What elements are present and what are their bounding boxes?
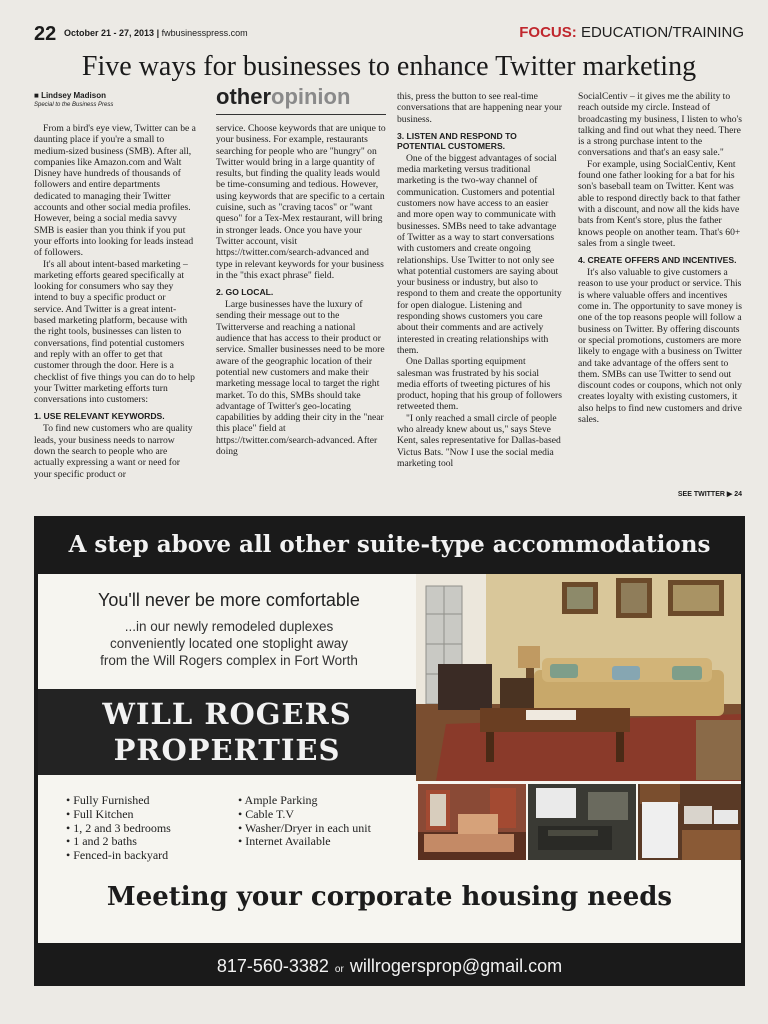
byline-marker: ■ bbox=[34, 91, 42, 100]
ad-subtext-line: conveniently located one stoplight away bbox=[110, 636, 348, 651]
bedroom-illustration bbox=[418, 784, 526, 860]
paragraph: From a bird's eye view, Twitter can be a daunting place if you're a small to medium-sized business (SMB). After all, companies like Amazon.com and Walt Disney have hundreds of thousands of followers and entire departments dedicated to managing their Twitter accounts and other social media profiles. However, being a social media savvy SMB is easier than you think if you put your efforts into looking for leads instead of followers. bbox=[34, 123, 196, 259]
page-number: 22 bbox=[34, 23, 57, 45]
column-label bbox=[216, 84, 386, 115]
kitchen-illustration bbox=[638, 784, 741, 860]
byline-role: Special to the Business Press bbox=[34, 102, 114, 108]
page-header bbox=[34, 22, 744, 46]
amenity-item: • Full Kitchen bbox=[66, 808, 226, 822]
ad-subtext-line: from the Will Rogers complex in Fort Worth bbox=[100, 653, 358, 668]
amenity-item: • Internet Available bbox=[238, 835, 416, 849]
paragraph: this, press the button to see real-time conversations that are happening near your business. bbox=[397, 91, 562, 125]
section-label: FOCUS: bbox=[519, 24, 577, 41]
amenity-item: • Fenced-in backyard bbox=[66, 849, 226, 863]
brand-line: WILL ROGERS bbox=[102, 697, 352, 731]
ad-panel bbox=[38, 574, 741, 943]
subheading: 4. CREATE OFFERS AND INCENTIVES. bbox=[578, 255, 737, 266]
issue-date-text: October 21 - 27, 2013 bbox=[64, 28, 155, 38]
paragraph: SocialCentiv – it gives me the ability to reach outside my circle. Instead of broadcasting my business, I listen to who's talking and find out what they need. There is a strong purchase intent to the conversations and that's an easy sale." bbox=[578, 91, 743, 159]
ad-subtext-line: ...in our newly remodeled duplexes bbox=[124, 619, 334, 634]
amenities-list-left bbox=[66, 794, 226, 863]
living-room-illustration bbox=[416, 574, 741, 781]
ad-headline: A step above all other suite-type accommodations bbox=[68, 531, 711, 558]
paragraph: One of the biggest advantages of social media marketing versus traditional marketing is the two-way channel of communication. Customers and potential customers now have access to an easier and more open way to communicate with businesses. SMBs need to take advantage of Twitter as a way to start conversations with customers and create ongoing relationships. Use Twitter to not only see what potential customers are saying about your business or industry, but also to respond to them and create the opportunity for open dialogue. Listening and responding shows customers you care about their comments and are actively interested in creating relationships with them. bbox=[397, 152, 562, 356]
paragraph: It's all about intent-based marketing – marketing efforts geared specifically at looking for consumers who say they intend to buy a specific product or service. And Twitter is a great intent-based marketing platform, because with the right tools, businesses can listen to conversations, find potential customers and reply with an offer to get that customer through the door. Here is a checklist of five things you can do to help your Twitter marketing efforts turn conversations into customers: bbox=[34, 258, 195, 406]
amenity-item: • Fully Furnished bbox=[66, 794, 226, 808]
paragraph: It's also valuable to give customers a reason to use your product or service. This is where valuable offers and incentives come in. The opportunity to save money is one of the top reasons people will follow a business on Twitter. By offering discounts or special promotions, customers are more likely to engage with a business on Twitter and take advantage of the offers sent to them. SMBs can use Twitter to send out discount codes or coupons, which not only creates loyalty with existing customers, it also helps to find new customers and drive sales. bbox=[578, 267, 743, 426]
ad-email[interactable]: willrogersprop@gmail.com bbox=[349, 956, 563, 976]
bedroom-photo bbox=[418, 784, 526, 860]
header-separator: | bbox=[156, 28, 160, 38]
amenity-item: • Washer/Dryer in each unit bbox=[238, 822, 416, 836]
byline bbox=[34, 91, 196, 101]
ad-or: or bbox=[334, 964, 344, 975]
ad-tagline: Meeting your corporate housing needs bbox=[106, 882, 673, 912]
amenity-item: • Cable T.V bbox=[238, 808, 416, 822]
article-column-1 bbox=[34, 91, 196, 480]
website-link[interactable]: fwbusinesspress.com bbox=[161, 28, 248, 38]
living-room-photo bbox=[416, 574, 741, 781]
section-name: EDUCATION/TRAINING bbox=[580, 24, 744, 41]
brand-band bbox=[38, 689, 416, 775]
article-headline: Five ways for businesses to enhance Twitter marketing bbox=[81, 51, 697, 82]
subheading: 2. GO LOCAL. bbox=[216, 287, 274, 298]
paragraph: One Dallas sporting equipment salesman was frustrated by his social media efforts of tweeting pictures of his product, hoping that his group of followers retweeted them. bbox=[397, 356, 562, 413]
paragraph: service. Choose keywords that are unique to your business. For example, restaurants searching for people who are "hungry" on Twitter would bring in a large quantity of results, but finding the quality leads would be time-consuming and tedious. However, using keywords that are specific to a certain cuisine, such as "craving tacos" or "want queso" for a Tex-Mex restaurant, will bring in stronger leads. Once you have your Twitter account, visit https://twitter.com/search-advanced and type in relevant keywords for your business in the "this exact phrase" field. bbox=[216, 123, 386, 281]
article-column-4 bbox=[578, 91, 744, 425]
kitchen-photo bbox=[638, 784, 741, 860]
advertisement bbox=[34, 516, 745, 986]
paragraph: For example, using SocialCentiv, Kent found one father looking for a bat for his son's baseball team on Twitter. Kent was able to respond directly back to that father with a discount, and now all the kids have bats from Kent's store, plus the father knows people on another team. That's 60+ sales from a single tweet. bbox=[578, 158, 741, 249]
subheading: 3. LISTEN AND RESPOND TO POTENTIAL CUSTOMERS. bbox=[397, 130, 517, 151]
amenities-list-right bbox=[238, 794, 416, 849]
amenity-item: • 1 and 2 baths bbox=[66, 835, 226, 849]
ad-subtext bbox=[42, 618, 416, 669]
dining-photo bbox=[528, 784, 636, 860]
ad-phone[interactable]: 817-560-3382 bbox=[216, 956, 329, 976]
paragraph: "I only reached a small circle of people who already knew about us," says Steve Kent, sales representative for Dallas-based Victus Bats. "Now I use the social media marketing tool bbox=[397, 412, 561, 469]
ad-contact bbox=[34, 946, 745, 986]
paragraph: Large businesses have the luxury of sending their message out to the Twitterverse and reaching a national audience that has access to their product or service. Smaller businesses need to be more aware of the geographic location of their potential new customers and make their marketing message local to target the right market. To do this, SMBs should take advantage of Twitter's geo-locating capabilities by adding their city in the "near this place" field at https://twitter.com/search-advanced. After doing bbox=[216, 299, 385, 458]
article-column-2 bbox=[216, 84, 386, 457]
amenity-item: • Ample Parking bbox=[238, 794, 416, 808]
section-title bbox=[519, 24, 744, 41]
ad-comfortable: You'll never be more comfortable bbox=[98, 590, 360, 610]
subheading: 1. USE RELEVANT KEYWORDS. bbox=[34, 411, 165, 422]
amenity-item: • 1, 2 and 3 bedrooms bbox=[66, 822, 226, 836]
brand-line: PROPERTIES bbox=[113, 733, 341, 767]
column-label-other: other bbox=[216, 84, 271, 109]
paragraph: To find new customers who are quality leads, your business needs to narrow down the search to people who are actually expressing a want or need for your specific product or bbox=[34, 423, 193, 480]
issue-date bbox=[64, 28, 248, 38]
column-label-opinion: opinion bbox=[271, 84, 351, 109]
byline-author: Lindsey Madison bbox=[41, 91, 106, 100]
continued-link[interactable]: SEE TWITTER ▶ 24 bbox=[677, 491, 742, 498]
dining-illustration bbox=[528, 784, 636, 860]
article-column-3 bbox=[397, 91, 563, 469]
